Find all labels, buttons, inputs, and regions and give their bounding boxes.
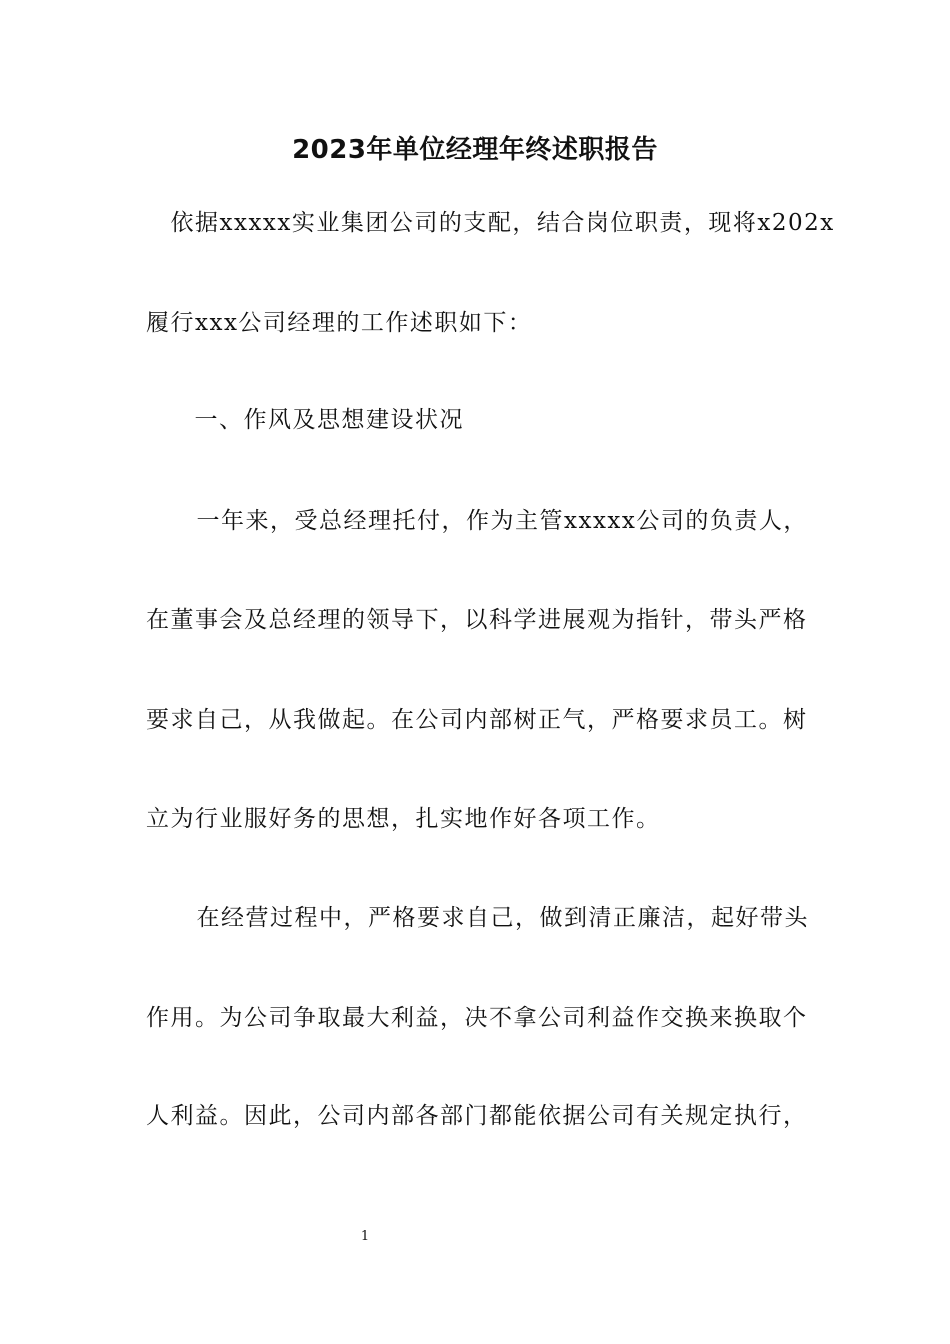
paragraph-line: 要求自己，从我做起。在公司内部树正气，严格要求员工。树 — [146, 707, 808, 733]
paragraph-line: 在董事会及总经理的领导下，以科学进展观为指针，带头严格 — [146, 607, 808, 633]
paragraph-line: 依据xxxxx实业集团公司的支配，结合岗位职责，现将x202x — [146, 210, 835, 236]
paragraph-line: 履行xxx公司经理的工作述职如下： — [146, 310, 533, 336]
document-title: 2023年单位经理年终述职报告 — [292, 135, 658, 165]
section-heading: 一、作风及思想建设状况 — [170, 407, 464, 433]
page-number: 1 — [360, 1229, 370, 1244]
paragraph-line: 立为行业服好务的思想，扎实地作好各项工作。 — [146, 806, 661, 832]
paragraph-line: 在经营过程中，严格要求自己，做到清正廉洁，起好带头 — [172, 905, 809, 931]
paragraph-line: 作用。为公司争取最大利益，决不拿公司利益作交换来换取个 — [146, 1005, 808, 1031]
paragraph-line: 人利益。因此，公司内部各部门都能依据公司有关规定执行， — [146, 1103, 808, 1129]
paragraph-line: 一年来，受总经理托付，作为主管xxxxx公司的负责人， — [172, 508, 808, 534]
